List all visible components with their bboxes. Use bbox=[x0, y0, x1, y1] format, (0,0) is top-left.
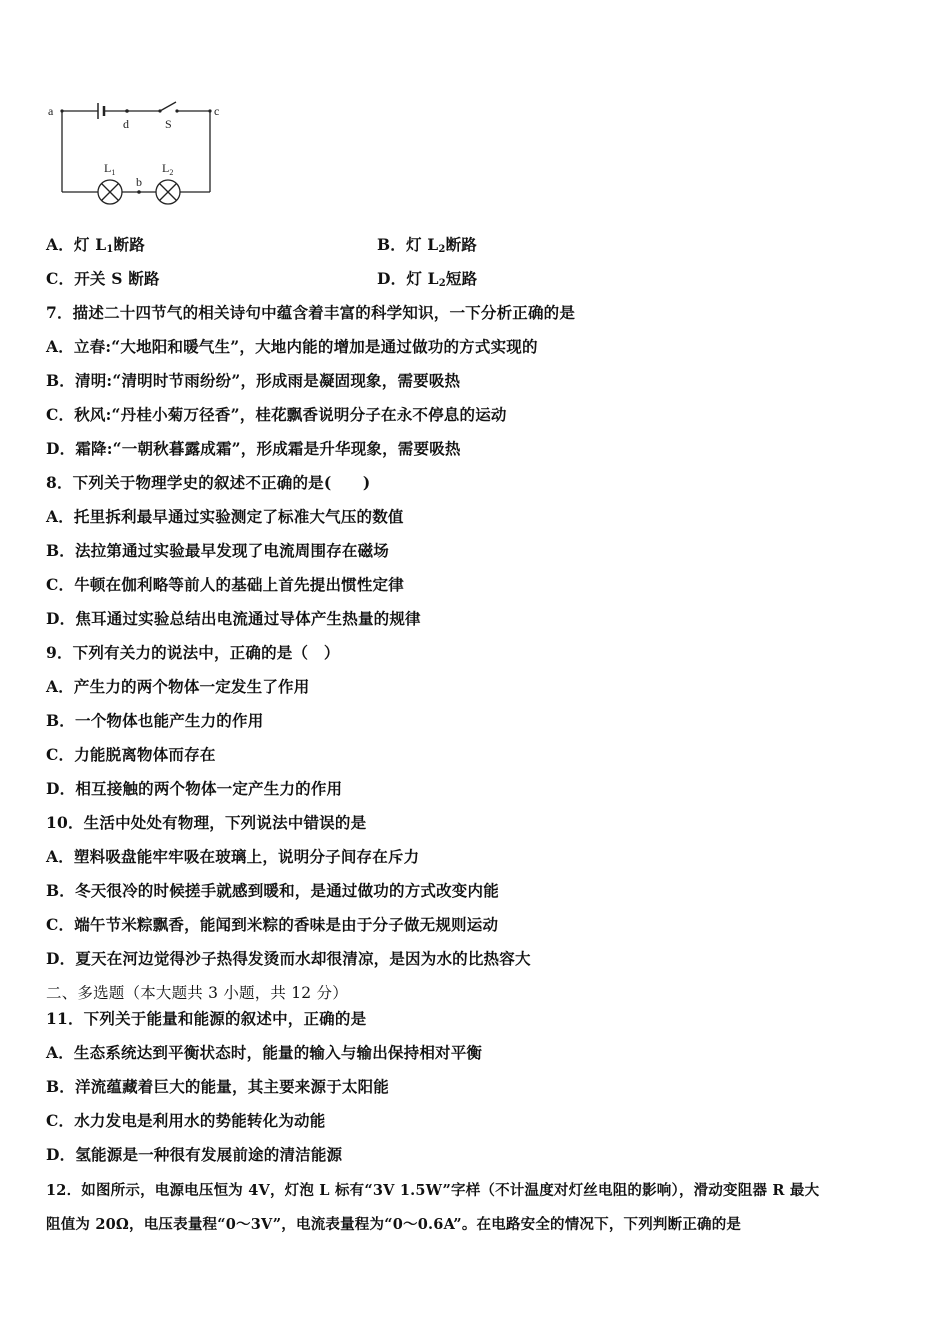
q10-option-a: A．塑料吸盘能牢牢吸在玻璃上，说明分子间存在斥力 bbox=[46, 847, 420, 866]
q8-option-c: C．牛顿在伽利略等前人的基础上首先提出惯性定律 bbox=[46, 575, 404, 594]
switch-contact bbox=[175, 109, 178, 112]
q11-stem: 11．下列关于能量和能源的叙述中，正确的是 bbox=[46, 1009, 367, 1028]
q12-stem-line1: 12．如图所示，电源电压恒为 4V，灯泡 L 标有“3V 1.5W”字样（不计温度对灯丝电阻的影响），滑动变阻器 R 最大 bbox=[46, 1182, 820, 1199]
q8-option-b: B．法拉第通过实验最早发现了电流周围存在磁场 bbox=[46, 541, 390, 560]
label-s: S bbox=[165, 117, 172, 131]
node-b bbox=[137, 190, 141, 194]
q11-option-c: C．水力发电是利用水的势能转化为动能 bbox=[46, 1111, 326, 1130]
q6-option-a: A．灯 $L_1$断路 bbox=[46, 235, 145, 255]
q11-option-a: A．生态系统达到平衡状态时，能量的输入与输出保持相对平衡 bbox=[46, 1043, 483, 1062]
q6-option-d: D．灯 $L_2$短路 bbox=[377, 269, 478, 289]
circuit-diagram bbox=[40, 96, 240, 216]
q9-option-b: B．一个物体也能产生力的作用 bbox=[46, 711, 264, 730]
q10-option-d: D．夏天在河边觉得沙子热得发烫而水却很清凉，是因为水的比热容大 bbox=[46, 949, 531, 968]
q7-option-d: D．霜降:“一朝秋暮露成霜”，形成霜是升华现象，需要吸热 bbox=[46, 439, 461, 458]
label-l1: $L_1$ bbox=[104, 161, 116, 177]
label-a: a bbox=[48, 104, 54, 118]
q6-option-b: B．灯 $L_2$断路 bbox=[377, 235, 477, 255]
section-title: 二、多选题（本大题共 3 小题，共 12 分） bbox=[46, 984, 348, 1002]
node-a bbox=[60, 109, 63, 112]
q7-option-a: A．立春:“大地阳和暖气生”，大地内能的增加是通过做功的方式实现的 bbox=[46, 337, 538, 356]
q8-option-d: D．焦耳通过实验总结出电流通过导体产生热量的规律 bbox=[46, 609, 421, 628]
label-l2: $L_2$ bbox=[162, 161, 174, 177]
q9-option-a: A．产生力的两个物体一定发生了作用 bbox=[46, 677, 310, 696]
q6-option-c: C．开关 S 断路 bbox=[46, 269, 160, 288]
q9-option-c: C．力能脱离物体而存在 bbox=[46, 745, 216, 764]
q10-option-c: C．端午节米粽飘香，能闻到米粽的香味是由于分子做无规则运动 bbox=[46, 915, 499, 934]
q8-stem: 8．下列关于物理学史的叙述不正确的是( ) bbox=[46, 473, 371, 492]
q10-option-b: B．冬天很冷的时候搓手就感到暖和，是通过做功的方式改变内能 bbox=[46, 881, 499, 900]
q11-option-d: D．氢能源是一种很有发展前途的清洁能源 bbox=[46, 1145, 343, 1164]
q8-option-a: A．托里拆利最早通过实验测定了标准大气压的数值 bbox=[46, 507, 404, 526]
node-d bbox=[125, 109, 129, 113]
label-b: b bbox=[136, 175, 142, 189]
q7-stem: 7．描述二十四节气的相关诗句中蕴含着丰富的科学知识，一下分析正确的是 bbox=[46, 303, 576, 322]
q7-option-c: C．秋风:“丹桂小菊万径香”，桂花飘香说明分子在永不停息的运动 bbox=[46, 405, 507, 424]
label-c: c bbox=[214, 104, 220, 118]
switch-pivot bbox=[158, 109, 161, 112]
label-d: d bbox=[123, 117, 129, 131]
q12-stem-line2: 阻值为 20Ω，电压表量程“0～3V”，电流表量程为“0～0.6A”。在电路安全的情况下，下列判断正确的是 bbox=[46, 1216, 742, 1233]
q9-stem: 9．下列有关力的说法中，正确的是（ ） bbox=[46, 643, 340, 662]
node-c bbox=[208, 109, 211, 112]
q10-stem: 10．生活中处处有物理，下列说法中错误的是 bbox=[46, 813, 367, 832]
q7-option-b: B．清明:“清明时节雨纷纷”，形成雨是凝固现象，需要吸热 bbox=[46, 371, 461, 390]
q11-option-b: B．洋流蕴藏着巨大的能量，其主要来源于太阳能 bbox=[46, 1077, 390, 1096]
q9-option-d: D．相互接触的两个物体一定产生力的作用 bbox=[46, 779, 343, 798]
